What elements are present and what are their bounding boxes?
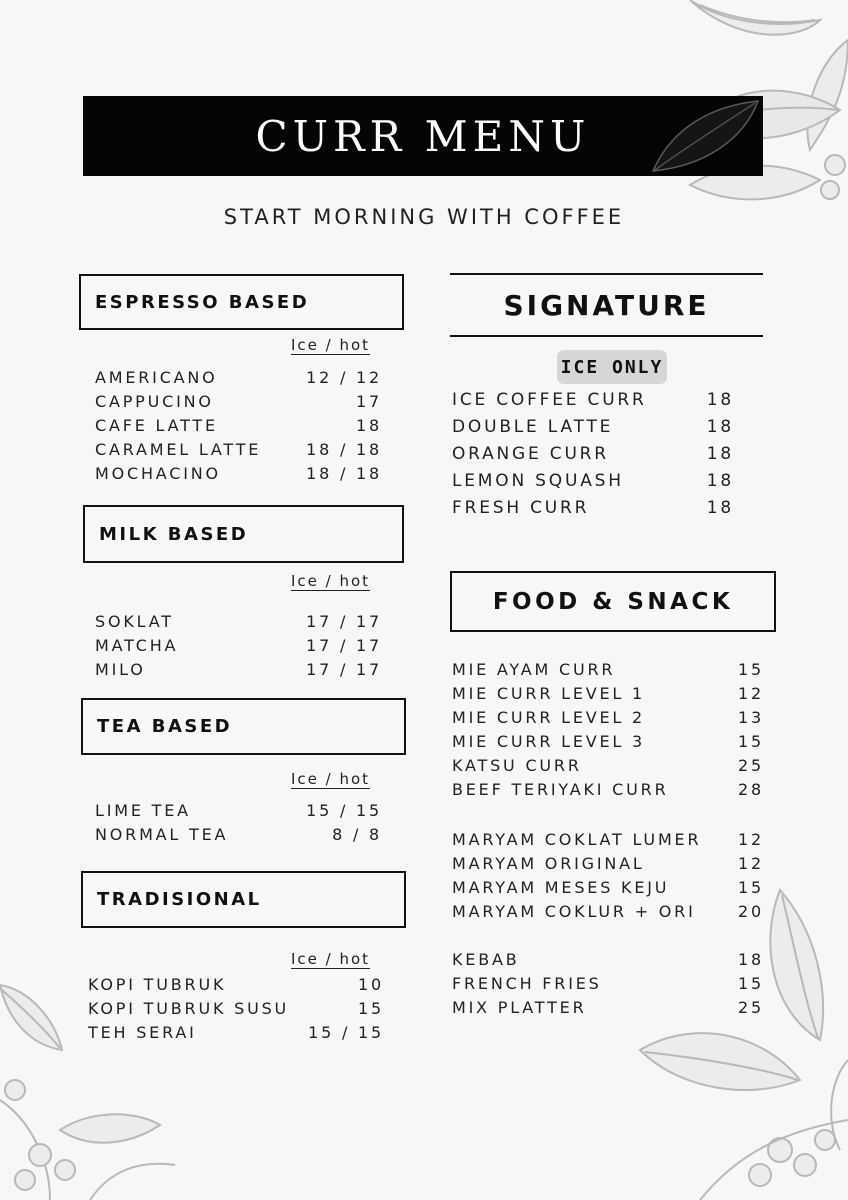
menu-item [452, 471, 734, 498]
tea-section-heading [81, 698, 406, 755]
espresso-items [95, 368, 382, 488]
item-name: AMERICANO [95, 368, 218, 387]
menu-item [95, 612, 382, 636]
menu-item [452, 498, 734, 525]
item-name: ICE COFFEE CURR [452, 390, 647, 410]
menu-item [452, 756, 764, 780]
item-price: 12 [738, 854, 764, 873]
item-price: 12 [738, 684, 764, 703]
menu-item [88, 1023, 384, 1047]
food-section-heading: FOOD & SNACK [450, 571, 776, 632]
item-name: MIE AYAM CURR [452, 660, 616, 679]
espresso-section-heading [79, 274, 404, 330]
item-price: 12 [738, 830, 764, 849]
item-name: NORMAL TEA [95, 825, 229, 844]
item-price: 15 [738, 660, 764, 679]
milk-ice-hot-label: Ice / hot [291, 572, 371, 590]
item-name: MARYAM ORIGINAL [452, 854, 645, 873]
menu-title-banner [83, 96, 763, 176]
item-price: 15 / 15 [308, 1023, 384, 1042]
item-name: CARAMEL LATTE [95, 440, 262, 459]
menu-item [452, 684, 764, 708]
item-price: 25 [738, 998, 764, 1017]
menu-item [95, 392, 382, 416]
tradisional-ice-hot-label: Ice / hot [291, 950, 371, 968]
ice-only-badge: ICE ONLY [557, 350, 667, 384]
item-name: LEMON SQUASH [452, 471, 624, 491]
menu-item [88, 975, 384, 999]
tradisional-items [88, 975, 384, 1047]
item-name: KOPI TUBRUK SUSU [88, 999, 290, 1018]
tradisional-heading-text: TRADISIONAL [97, 889, 262, 910]
menu-item [452, 854, 764, 878]
item-name: MOCHACINO [95, 464, 221, 483]
menu-item [452, 902, 764, 926]
item-name: FRENCH FRIES [452, 974, 602, 993]
banner-leaf-icon [643, 96, 763, 176]
item-price: 18 [706, 471, 734, 491]
item-price: 25 [738, 756, 764, 775]
menu-item [95, 368, 382, 392]
milk-heading-text: MILK BASED [99, 523, 249, 545]
item-price: 18 / 18 [306, 464, 382, 483]
item-price: 18 [356, 416, 382, 435]
item-price: 8 / 8 [332, 825, 382, 844]
food-items-maryam [452, 830, 764, 926]
menu-item [452, 660, 764, 684]
item-price: 17 [356, 392, 382, 411]
item-price: 18 [706, 444, 734, 464]
espresso-heading-text: ESPRESSO BASED [95, 291, 310, 313]
item-price: 15 [738, 878, 764, 897]
item-name: MIX PLATTER [452, 998, 587, 1017]
item-price: 15 [358, 999, 384, 1018]
item-name: TEH SERAI [88, 1023, 197, 1042]
item-price: 12 / 12 [306, 368, 382, 387]
food-items-snacks [452, 950, 764, 1022]
item-name: ORANGE CURR [452, 444, 609, 464]
menu-item [452, 390, 734, 417]
item-price: 20 [738, 902, 764, 921]
item-price: 15 / 15 [306, 801, 382, 820]
item-name: KEBAB [452, 950, 520, 969]
tradisional-section-heading [81, 871, 406, 928]
menu-subtitle: START MORNING WITH COFFEE [223, 205, 625, 229]
item-name: SOKLAT [95, 612, 174, 631]
item-price: 18 [706, 390, 734, 410]
tea-items [95, 801, 382, 849]
item-name: BEEF TERIYAKI CURR [452, 780, 669, 799]
item-name: MIE CURR LEVEL 1 [452, 684, 645, 703]
item-name: MIE CURR LEVEL 2 [452, 708, 645, 727]
menu-item [95, 464, 382, 488]
menu-item [452, 444, 734, 471]
menu-item [452, 830, 764, 854]
item-price: 15 [738, 974, 764, 993]
espresso-ice-hot-label: Ice / hot [291, 336, 371, 354]
item-name: MARYAM COKLUR + ORI [452, 902, 696, 921]
item-name: CAPPUCINO [95, 392, 214, 411]
menu-item [452, 950, 764, 974]
menu-item [95, 801, 382, 825]
menu-item [452, 878, 764, 902]
item-price: 18 [706, 417, 734, 437]
signature-items [452, 390, 734, 525]
milk-section-heading [83, 505, 404, 563]
item-name: MARYAM COKLAT LUMER [452, 830, 702, 849]
item-name: MARYAM MESES KEJU [452, 878, 670, 897]
item-name: MILO [95, 660, 146, 679]
item-price: 17 / 17 [306, 660, 382, 679]
menu-item [95, 440, 382, 464]
menu-item [452, 780, 764, 804]
tea-ice-hot-label: Ice / hot [291, 770, 371, 788]
item-price: 10 [358, 975, 384, 994]
item-name: LIME TEA [95, 801, 191, 820]
menu-item [95, 636, 382, 660]
item-name: KATSU CURR [452, 756, 582, 775]
menu-item [88, 999, 384, 1023]
menu-item [95, 416, 382, 440]
menu-item [452, 417, 734, 444]
menu-item [452, 974, 764, 998]
item-name: KOPI TUBRUK [88, 975, 227, 994]
item-price: 18 / 18 [306, 440, 382, 459]
item-name: MATCHA [95, 636, 179, 655]
item-price: 17 / 17 [306, 636, 382, 655]
menu-item [95, 825, 382, 849]
item-price: 15 [738, 732, 764, 751]
item-price: 13 [738, 708, 764, 727]
menu-item [452, 998, 764, 1022]
item-price: 28 [738, 780, 764, 799]
menu-item [452, 732, 764, 756]
item-name: DOUBLE LATTE [452, 417, 614, 437]
item-price: 18 [706, 498, 734, 518]
tea-heading-text: TEA BASED [97, 716, 233, 737]
item-name: CAFE LATTE [95, 416, 218, 435]
food-items-noodles [452, 660, 764, 804]
signature-top-rule [450, 273, 763, 275]
menu-item [452, 708, 764, 732]
milk-items [95, 612, 382, 684]
item-name: FRESH CURR [452, 498, 590, 518]
item-name: MIE CURR LEVEL 3 [452, 732, 645, 751]
item-price: 18 [738, 950, 764, 969]
menu-item [95, 660, 382, 684]
signature-bottom-rule [450, 335, 763, 337]
item-price: 17 / 17 [306, 612, 382, 631]
menu-title: CURR MENU [255, 111, 591, 161]
signature-heading: SIGNATURE [503, 289, 710, 322]
